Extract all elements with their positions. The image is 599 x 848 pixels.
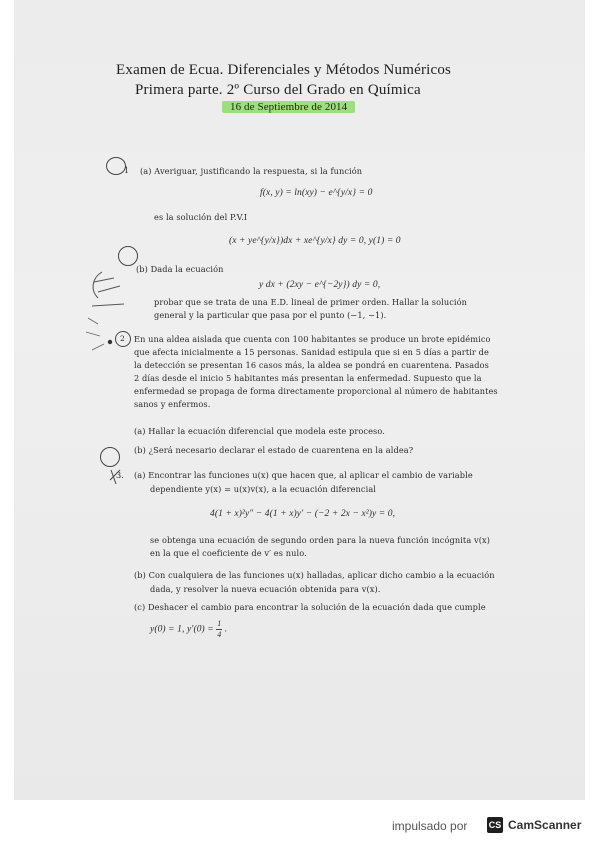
q1a-equation: f(x, y) = ln(xy) − e^{y/x} = 0 xyxy=(260,188,373,198)
q3c-tail: . xyxy=(224,624,228,635)
exam-sheet xyxy=(14,0,585,800)
handwritten-star-mark xyxy=(108,468,124,488)
handwritten-marks xyxy=(84,258,134,368)
q1b-text3: general y la particular que pasa por el punto (−1, −1). xyxy=(154,310,387,320)
q1a-text: (a) Averiguar, justificando la respuesta, si la función xyxy=(140,166,363,176)
q1a-pvi: (x + ye^{y/x})dx + xe^{y/x} dy = 0, y(1) = 0 xyxy=(229,236,401,246)
q2-line5: enfermedad se propaga de forma directamente proporcional al número de habitantes xyxy=(134,386,498,396)
q3c-fraction xyxy=(216,620,222,639)
q2-line3: la detección se presentan 16 casos más, la aldea se pondrá en cuarentena. Pasados xyxy=(134,360,489,370)
q3b-line1: (b) Con cualquiera de las funciones u(x) halladas, aplicar dicho cambio a la ecuación xyxy=(134,570,495,580)
q2-line2: que afecta inicialmente a 15 personas. Sanidad estipula que si en 5 días a partir de xyxy=(134,347,489,357)
q1a-text2: es la solución del P.V.I xyxy=(154,212,248,222)
q3c-conditions xyxy=(150,620,227,639)
q1b-text2: probar que se trata de una E.D. lineal de primer orden. Hallar la solución xyxy=(154,297,468,307)
q1b-text: (b) Dada la ecuación xyxy=(136,264,224,274)
q2-line4: 2 días desde el inicio 5 habitantes más presentan la enfermedad. Supuesto que la xyxy=(134,373,482,383)
camscanner-brand: CamScanner xyxy=(508,818,582,832)
q3b-line2: dada, y resolver la nueva ecuación obtenida para v(x). xyxy=(150,584,381,594)
q3c-numerator: 1 xyxy=(217,619,222,628)
score-circle-2b xyxy=(100,447,120,467)
q2-number: 2 xyxy=(120,334,125,343)
q3-equation: 4(1 + x)²y″ − 4(1 + x)y′ − (−2 + 2x − x²)y = 0, xyxy=(210,509,396,519)
q1b-equation: y dx + (2xy − e^{−2y}) dy = 0, xyxy=(259,280,381,290)
q3c-cond-text: y(0) = 1, y′(0) = xyxy=(150,624,214,635)
q3a-line1: (a) Encontrar las funciones u(x) que hacen que, al aplicar el cambio de variable xyxy=(134,470,473,480)
score-circle-1 xyxy=(106,157,126,175)
q2-line1: En una aldea aislada que cuenta con 100 habitantes se produce un brote epidémico xyxy=(134,334,491,344)
q1-number: 1 xyxy=(124,166,130,175)
q3c-denominator: 4 xyxy=(217,630,222,639)
q2a-text: (a) Hallar la ecuación diferencial que modela este proceso. xyxy=(134,426,385,436)
q3a-line2: dependiente y(x) = u(x)v(x), a la ecuación diferencial xyxy=(150,484,377,494)
q3a-line3: se obtenga una ecuación de segundo orden para la nueva función incógnita v(x) xyxy=(150,535,491,545)
powered-by-text: impulsado por xyxy=(392,819,468,833)
q2-line6: sanos y enfermos. xyxy=(134,399,211,409)
exam-date: 16 de Septiembre de 2014 xyxy=(222,101,355,113)
q3c-line1: (c) Deshacer el cambio para encontrar la solución de la ecuación dada que cumple xyxy=(134,602,486,612)
q3a-line4: en la que el coeficiente de v′ es nulo. xyxy=(150,548,307,558)
camscanner-logo-icon: CS xyxy=(487,817,503,833)
q2b-text: (b) ¿Será necesario declarar el estado de cuarentena en la aldea? xyxy=(134,445,414,455)
exam-subtitle: Primera parte. 2º Curso del Grado en Química xyxy=(135,82,421,98)
q3-number: 3. xyxy=(116,470,125,480)
exam-title: Examen de Ecua. Diferenciales y Métodos Numéricos xyxy=(116,62,452,78)
